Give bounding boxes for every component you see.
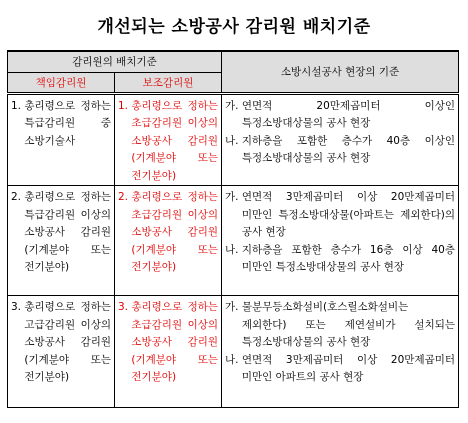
placement-criteria-table [7, 50, 459, 408]
table-row [8, 93, 459, 186]
criteria-item: 나. 지하층을 포함한 층수가 16층 이상 40층 미만인 특정소방대상물의 공사 현장 [225, 243, 456, 273]
criteria-cell [222, 95, 458, 168]
assist-cell: 1. 총리령으로 정하는 초급감리원 이상의 소방공사 감리원(기계분야 또는 전기분야) [118, 99, 219, 182]
header-group: 감리원의 배치기준 [8, 51, 222, 72]
chief-cell: 2. 총리령으로 정하는 특급감리원 이상의 소방공사 감리원(기계분야 또는 전기분야) [11, 191, 111, 273]
criteria-item: 가. 물분무등소화설비(호스릴소화설비는 제외한다) 또는 제연설비가 설치되는 특정소방대상물의 공사 현장 [225, 301, 456, 348]
criteria-item: 나. 지하층을 포함한 층수가 40층 이상인 특정소방대상물의 공사 현장 [225, 134, 456, 164]
criteria-cell [222, 186, 458, 277]
chief-cell: 3. 총리령으로 정하는 고급감리원 이상의 소방공사 감리원(기계분야 또는 전기분야) [11, 301, 111, 383]
criteria-item: 가. 연면적 20만제곱미터 이상인 특정소방대상물의 공사 현장 [225, 99, 456, 129]
page-title: 개선되는 소방공사 감리원 배치기준 [97, 17, 371, 37]
chief-cell: 1. 총리령으로 정하는 특급감리원 중 소방기술사 [11, 99, 111, 147]
assist-cell: 3. 총리령으로 정하는 초급감리원 이상의 소방공사 감리원(기계분야 또는 전기분야) [118, 301, 219, 383]
criteria-item: 나. 연면적 3만제곱미터 이상 20만제곱미터 미만인 아파트의 공사 현장 [225, 353, 456, 383]
criteria-cell [222, 296, 458, 387]
criteria-item: 가. 연면적 3만제곱미터 이상 20만제곱미터 미만인 특정소방대상물(아파트는 제외한다)의 공사 현장 [225, 191, 456, 238]
assist-cell: 2. 총리령으로 정하는 초급감리원 이상의 소방공사 감리원(기계분야 또는 전기분야) [118, 191, 219, 273]
header-assist: 보조감리원 [115, 72, 222, 93]
header-chief: 책임감리원 [8, 72, 115, 93]
table-row [8, 186, 459, 296]
header-criteria: 소방시설공사 현장의 기준 [222, 51, 459, 93]
table-row [8, 296, 459, 408]
